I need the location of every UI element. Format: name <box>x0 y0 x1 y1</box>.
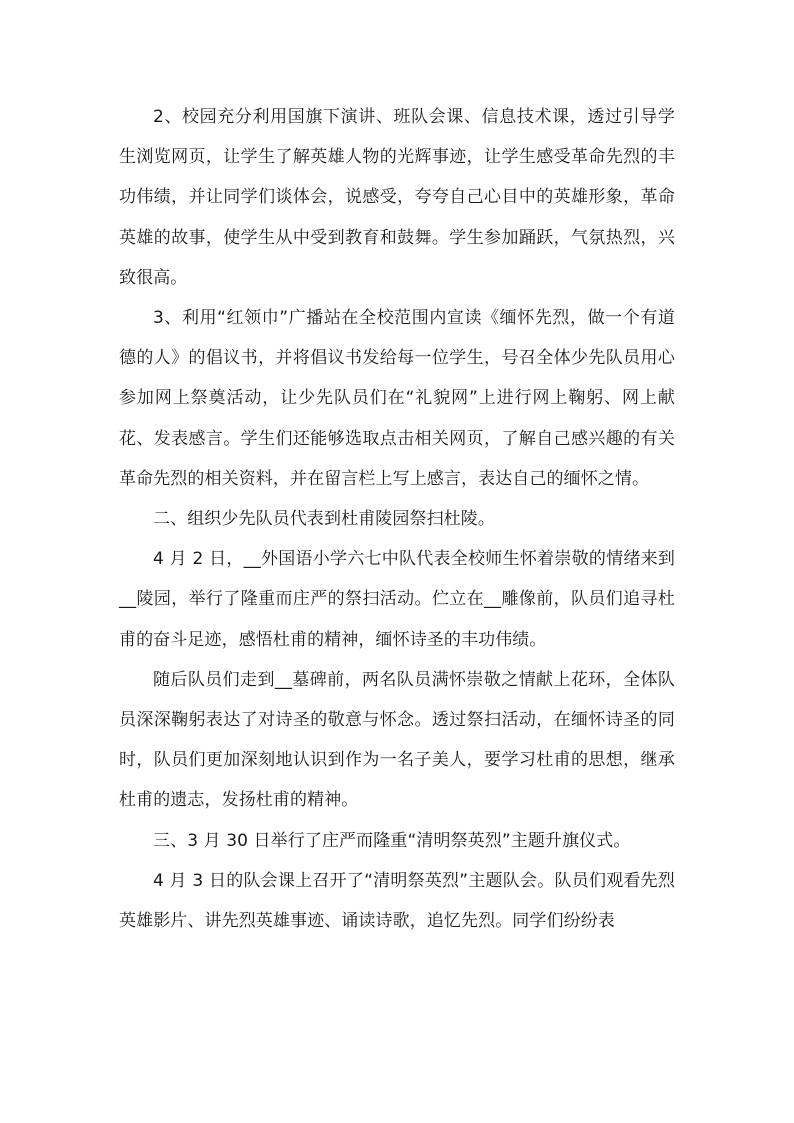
paragraph-broadcast-proposal: 3、利用“红领巾”广播站在全校范围内宣读《缅怀先烈，做一个有道德的人》的倡议书，并将倡议书发给每一位学生，号召全体少先队员用心参加网上祭奠活动，让少先队员们在“礼貌网”上进行网上鞠躬、网上献花、发表感言。学生们还能够选取点击相关网页，了解自己感兴趣的有关革命先烈的相关资料，并在留言栏上写上感言，表达自己的缅怀之情。 <box>119 308 675 489</box>
paragraph-wreath-tribute: 随后队员们走到__墓碑前，两名队员满怀崇敬之情献上花环，全体队员深深鞠躬表达了对诗圣的敬意与怀念。透过祭扫活动，在缅怀诗圣的同时，队员们更加深刻地认识到作为一名子美人，要学习杜甫的思想，继承杜甫的遗志，发扬杜甫的精神。 <box>119 669 675 811</box>
paragraph-april-3-meeting: 4 月 3 日的队会课上召开了“清明祭英烈”主题队会。队员们观看先烈英雄影片、讲先烈英雄事迹、诵读诗歌，追忆先烈。同学们纷纷表 <box>119 870 675 932</box>
paragraph-promotion-activities: 2、校园充分利用国旗下演讲、班队会课、信息技术课，透过引导学生浏览网页，让学生了解英雄人物的光辉事迹，让学生感受革命先烈的丰功伟绩，并让同学们谈体会，说感受，夸夸自己心目中的英雄形象，革命英雄的故事，使学生从中受到教育和鼓舞。学生参加踊跃，气氛热烈，兴致很高。 <box>119 107 675 288</box>
section-heading-tomb-sweeping: 二、组织少先队员代表到杜甫陵园祭扫杜陵。 <box>153 509 495 530</box>
paragraph-april-2-visit: 4 月 2 日，__外国语小学六七中队代表全校师生怀着崇敬的情绪来到__陵园，举行了隆重而庄严的祭扫活动。伫立在__雕像前，队员们追寻杜甫的奋斗足迹，感悟杜甫的精神，缅怀诗圣的丰功伟绩。 <box>119 549 675 650</box>
document-page <box>119 97 675 941</box>
section-heading-flag-ceremony: 三、3 月 30 日举行了庄严而隆重“清明祭英烈”主题升旗仪式。 <box>153 830 631 851</box>
